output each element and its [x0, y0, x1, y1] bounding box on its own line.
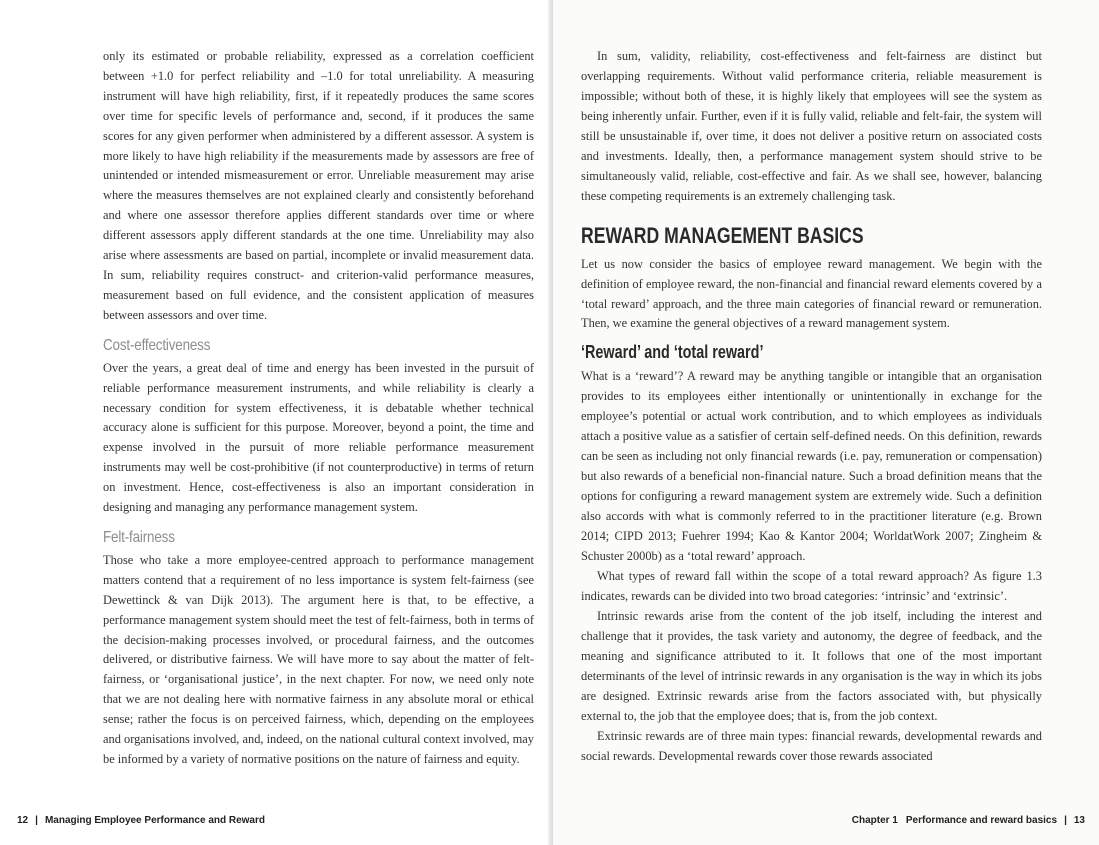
extrinsic-rewards-paragraph: Extrinsic rewards are of three main types: financial rewards, developmental rewards and social rewards. Developmental rewards cover those rewards associated: [581, 728, 1042, 763]
chapter-label: Chapter 1: [851, 815, 898, 826]
felt-fairness-paragraph: Those who take a more employee-centred approach to performance management matters contend that a requirement of no less importance is system felt-fairness (see Dewettinck & van Dijk 2013). The argument here is that, to be effective, a performance management system should meet the test of felt-fairness, both in terms of the decision-making processes involved, or procedural fairness, and the outcomes delivered, or distributive fairness. We will have more to say about the matter of felt-fairness, or ‘organisational justice’, in the next chapter. For now, we need only note that we are not dealing here with normative fairness in any absolute moral or ethical sense; rather the focus is on perceived fairness, which, depending on the employees and organisations involved, and, indeed, on the national cultural context involved, may be informed by a variety of normative positions on the nature of fairness and equity.: [103, 552, 534, 766]
what-is-reward-paragraph: What is a ‘reward’? A reward may be anything tangible or intangible that an organisation provides to its employees either intentionally or unintentionally in exchange for the employee’s potential or actual work contribution, and to which employees as individuals attach a positive value as a satisfier of certain self-defined needs. On this definition, rewards can be seen as including not only financial rewards (i.e. pay, remuneration or compensation) but also rewards of a beneficial non-financial nature. Such a broad definition means that the options for configuring a reward management system are extremely wide. Such a definition also accords with what is commonly referred to in the practitioner literature (e.g. Brown 2014; CIPD 2013; Fuehrer 1994; Kao & Kantor 2004; WorldatWork 2007; Zingheim & Schuster 2000b) as a ‘total reward’ approach.: [581, 369, 1042, 564]
cost-effectiveness-heading: Cost-effectiveness: [103, 336, 211, 354]
cost-effectiveness-paragraph: Over the years, a great deal of time and energy has been invested in the pursuit of reliable performance measurement instruments, and while reliability is clearly a necessary condition for system effectiveness, it is debatable whether technical accuracy alone is sufficient for this purpose. Moreover, beyond a point, the time and expense involved in the pursuit of more reliable performance measurement instruments may well be cost-prohibitive (if not counterproductive) in terms of return on investment. Hence, cost-effectiveness is also an important consideration in designing and managing any performance management system.: [103, 360, 534, 515]
right-footer: [852, 815, 1085, 826]
reward-types-paragraph: What types of reward fall within the scope of a total reward approach? As figure 1.3 indicates, rewards can be divided into two broad categories: ‘intrinsic’ and ‘extrinsic’.: [581, 568, 1042, 603]
intrinsic-rewards-paragraph: Intrinsic rewards arise from the content of the job itself, including the interest and challenge that it provides, the task variety and autonomy, the degree of feedback, and the meaning and significance attributed to it. It follows that one of the most important determinants of the level of intrinsic rewards in any organisation is the way in which its jobs are designed. Extrinsic rewards arise from the factors associated with, but physically external to, the job that the employee does; that is, from the job context.: [581, 608, 1042, 723]
left-text-column: [103, 47, 534, 770]
basics-paragraph: Let us now consider the basics of employee reward management. We begin with the definition of employee reward, the non-financial and financial reward elements covered by a ‘total reward’ approach, and the three main categories of financial reward or remuneration. Then, we examine the general objectives of a reward management system.: [581, 256, 1042, 331]
book-title: Managing Employee Performance and Reward: [44, 815, 265, 826]
felt-fairness-heading: Felt-fairness: [103, 528, 175, 546]
page-number-right: 13: [1073, 815, 1085, 826]
footer-separator-right: |: [1064, 815, 1067, 826]
page-number-left: 12: [17, 815, 29, 826]
right-text-column: [581, 47, 1042, 767]
chapter-title: Performance and reward basics: [905, 815, 1058, 826]
reliability-paragraph: only its estimated or probable reliability, expressed as a correlation coefficient between +1.0 for perfect reliability and –1.0 for total unreliability. A measuring instrument will have high reliability, first, if it repeatedly produces the same scores over time for specific levels of performance and, second, if it produces the same scores for any given performer when administered by a different assessor. A system is more likely to have high reliability if the measurements made by assessors are free of unintended or intended mismeasurement or error. Unreliable measurement may arise where the measures themselves are not explained clearly and consistently beforehand and where one assessor therefore applies different standards over time or where different assessors apply different standards at the one time. Unreliability may also arise where assessments are based on partial, incomplete or invalid measurement data. In sum, reliability requires construct- and criterion-valid performance measures, measurement based on full evidence, and the consistent application of measures between assessors and over time.: [103, 49, 534, 322]
right-page: [553, 0, 1099, 845]
in-sum-paragraph: In sum, validity, reliability, cost-effectiveness and felt-fairness are distinct but overlapping requirements. Without valid performance criteria, reliable measurement is impossible; without both of these, it is highly likely that employees will see the system as being inherently unfair. Further, even if it is fully valid, reliable and felt-fair, the system will still be unsustainable if, over time, it does not deliver a positive return on associated costs and investments. Ideally, then, a performance management system should strive to be simultaneously valid, reliable, cost-effective and fair. As we shall see, however, balancing these competing requirements is an extremely challenging task.: [581, 49, 1042, 203]
reward-management-basics-heading: REWARD MANAGEMENT BASICS: [581, 222, 864, 248]
total-reward-heading: ‘Reward’ and ‘total reward’: [581, 342, 764, 363]
left-footer: [17, 815, 265, 826]
footer-separator: |: [35, 815, 38, 826]
